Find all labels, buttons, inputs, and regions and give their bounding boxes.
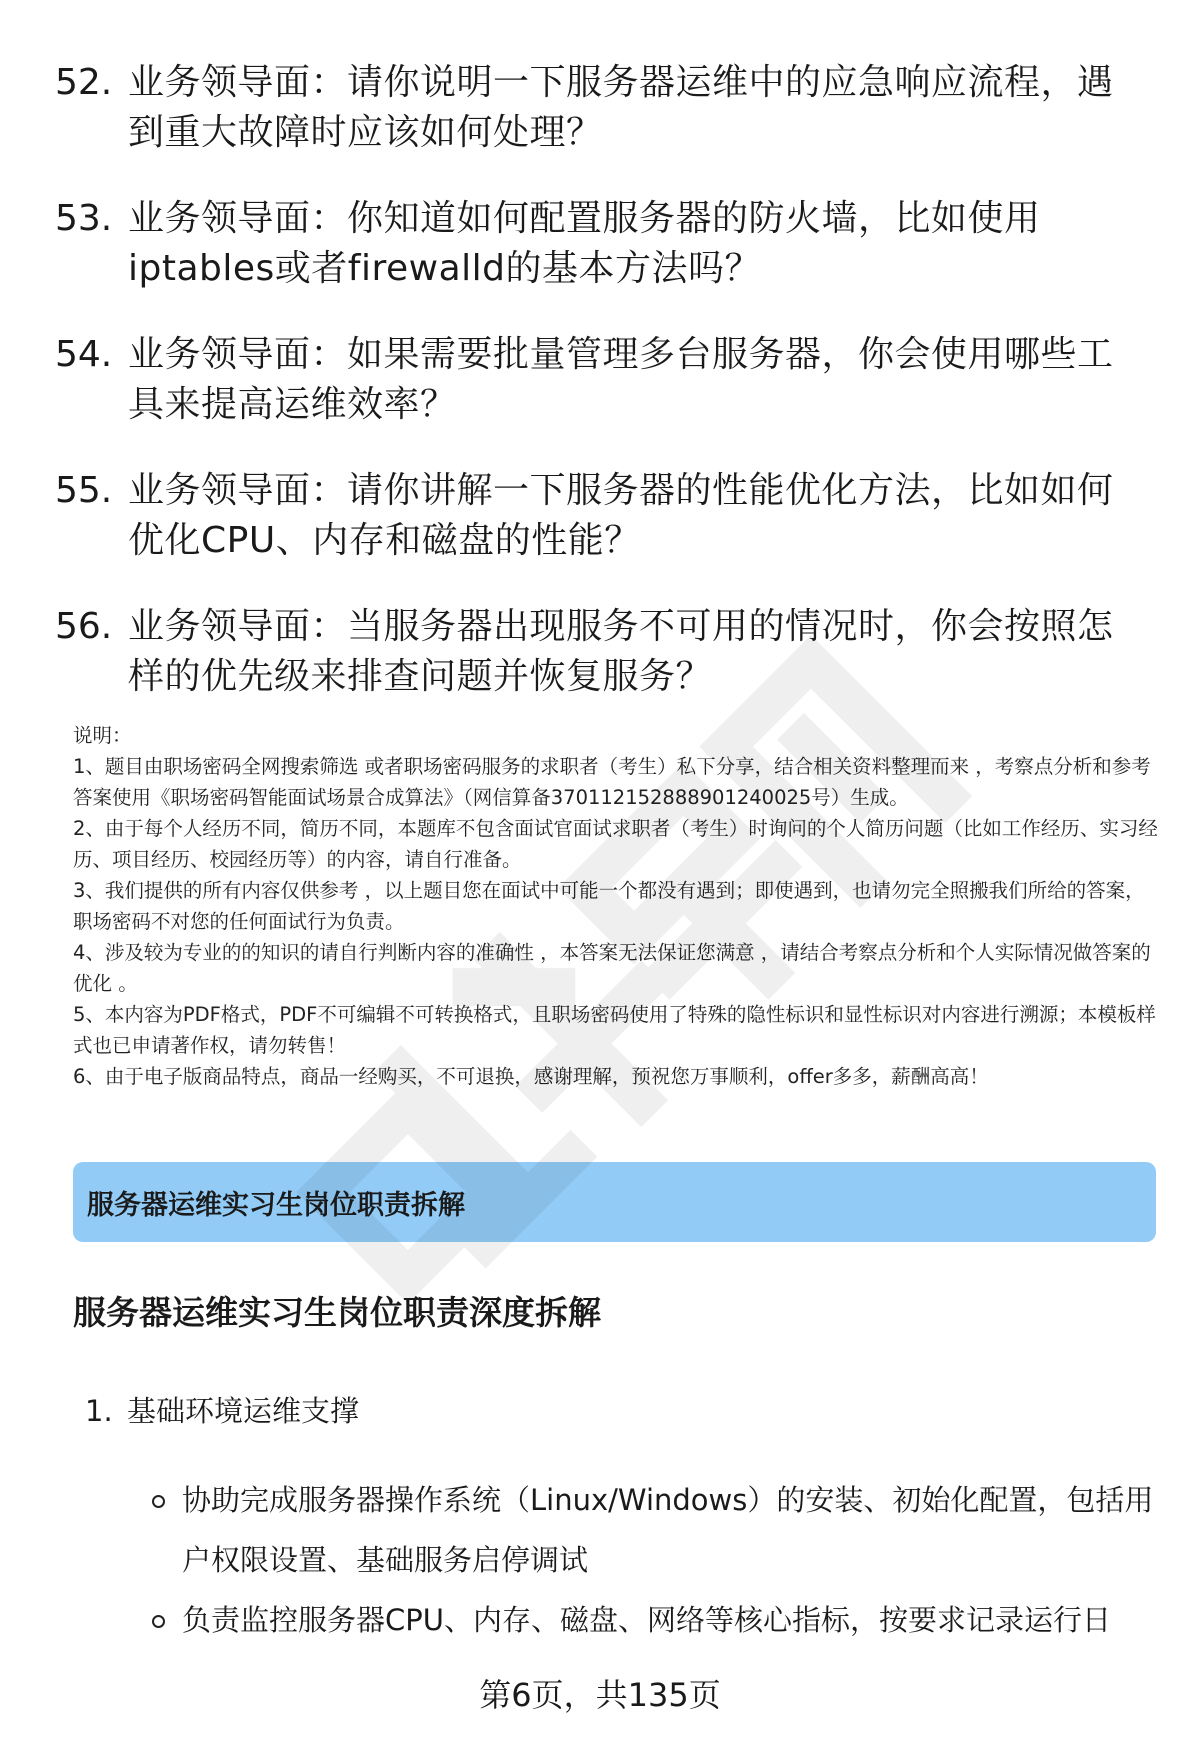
note-item: 6、由于电子版商品特点，商品一经购买，不可退换，感谢理解，预祝您万事顺利，offer多多，薪酬高高！ [73, 1065, 989, 1088]
question-item [55, 194, 1145, 294]
note-item: 3、我们提供的所有内容仅供参考 ，以上题目您在面试中可能一个都没有遇到；即使遇到，也请勿完全照搬我们所给的答案，职场密码不对您的任何面试行为负责。 [73, 879, 1145, 933]
banner-title: 服务器运维实习生岗位职责拆解 [87, 1189, 465, 1221]
section-heading: 服务器运维实习生岗位职责深度拆解 [73, 1293, 601, 1332]
question-number: 53. [55, 198, 113, 239]
disclaimer-notes [73, 720, 1163, 1092]
question-text: 业务领导面：你知道如何配置服务器的防火墙，比如使用iptables或者firewalld的基本方法吗？ [128, 198, 1041, 289]
bullet-text: 负责监控服务器CPU、内存、磁盘、网络等核心指标，按要求记录运行日 [182, 1603, 1111, 1637]
note-item: 5、本内容为PDF格式，PDF不可编辑不可转换格式，且职场密码使用了特殊的隐性标识和显性标识对内容进行溯源；本模板样式也已申请著作权，请勿转售！ [73, 1003, 1156, 1057]
bullet-item [150, 1590, 1160, 1650]
note-item: 4、涉及较为专业的的知识的请自行判断内容的准确性 ，本答案无法保证您满意 ，请结合考察点分析和个人实际情况做答案的优化 。 [73, 941, 1151, 995]
question-item [55, 330, 1145, 430]
outline-number: 1. [85, 1394, 113, 1428]
page-footer: 第6页，共135页 [479, 1676, 721, 1714]
notes-title: 说明： [73, 724, 132, 747]
outline-item [85, 1386, 1165, 1436]
question-item [55, 58, 1145, 158]
note-item: 2、由于每个人经历不同，简历不同，本题库不包含面试官面试求职者（考生）时询问的个人简历问题（比如工作经历、实习经历、项目经历、校园经历等）的内容，请自行准备。 [73, 817, 1158, 871]
question-text: 业务领导面：如果需要批量管理多台服务器，你会使用哪些工具来提高运维效率？ [128, 334, 1114, 425]
question-text: 业务领导面：请你讲解一下服务器的性能优化方法，比如如何优化CPU、内存和磁盘的性能？ [128, 470, 1114, 561]
question-number: 52. [55, 62, 113, 103]
bullet-text: 协助完成服务器操作系统（Linux/Windows）的安装、初始化配置，包括用户权限设置、基础服务启停调试 [182, 1483, 1154, 1577]
question-number: 55. [55, 470, 113, 511]
question-number: 54. [55, 334, 113, 375]
hollow-circle-bullet-icon [150, 1590, 182, 1650]
section-banner [73, 1162, 1156, 1242]
bullet-item [150, 1470, 1160, 1590]
bullet-list [150, 1470, 1160, 1650]
hollow-circle-bullet-icon [150, 1470, 182, 1530]
question-item [55, 602, 1145, 702]
outline-row [85, 1386, 1165, 1436]
question-list [55, 58, 1145, 738]
question-text: 业务领导面：当服务器出现服务不可用的情况时，你会按照怎样的优先级来排查问题并恢复服务？ [128, 606, 1114, 697]
question-number: 56. [55, 606, 113, 647]
outline-label: 基础环境运维支撑 [127, 1394, 360, 1428]
question-item [55, 466, 1145, 566]
question-text: 业务领导面：请你说明一下服务器运维中的应急响应流程，遇到重大故障时应该如何处理？ [128, 62, 1114, 153]
note-item: 1、题目由职场密码全网搜索筛选 或者职场密码服务的求职者（考生）私下分享，结合相关资料整理而来 ，考察点分析和参考答案使用《职场密码智能面试场景合成算法》（网信算备370112152888901240025号）生成。 [73, 755, 1151, 809]
